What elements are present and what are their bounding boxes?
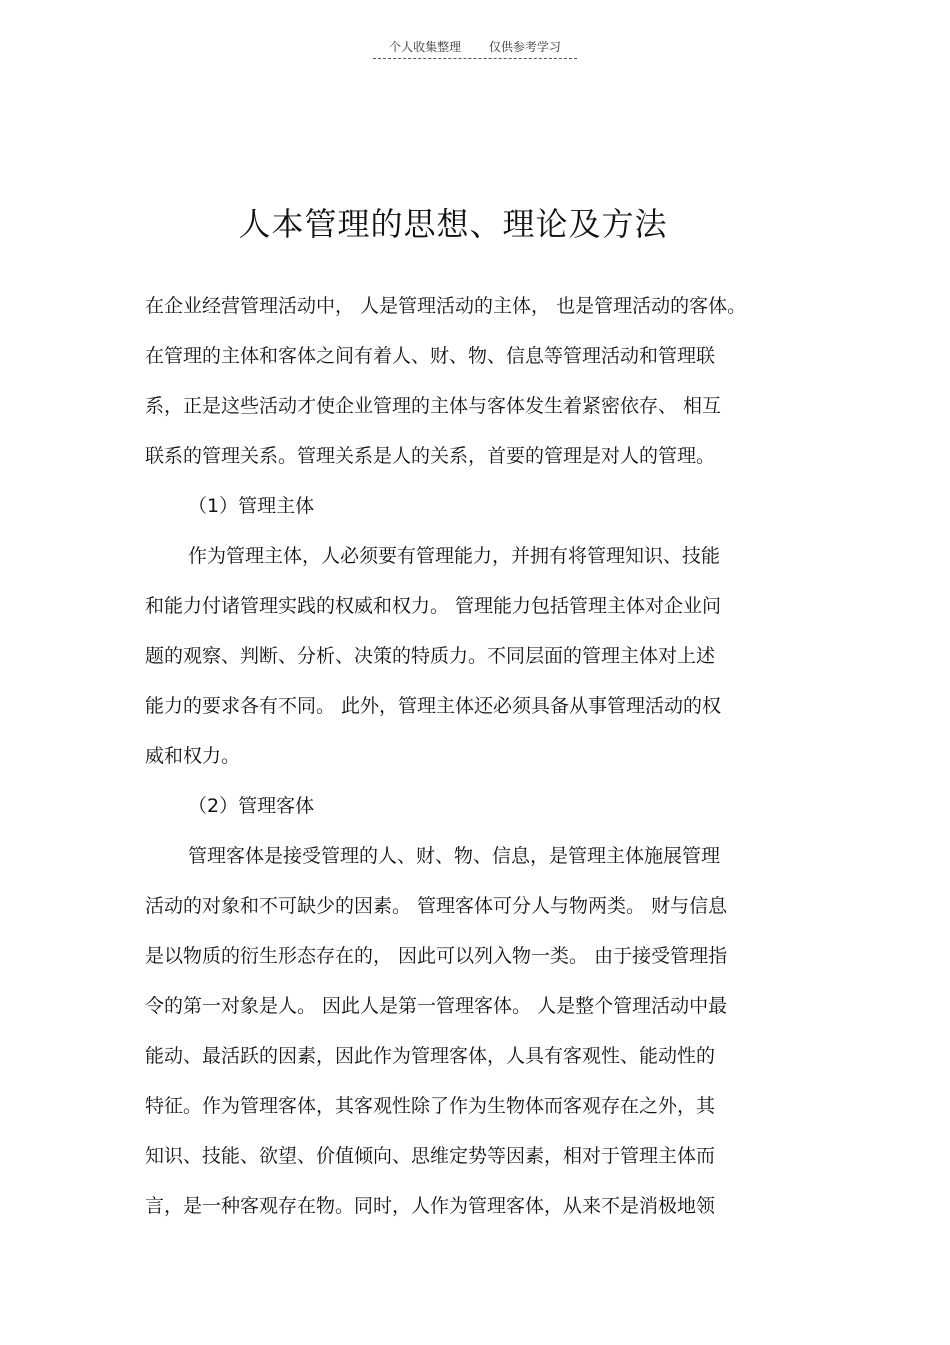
- body-line: 管理客体是接受管理的人、财、物、信息，是管理主体施展管理: [188, 845, 721, 867]
- body-line: 能动、最活跃的因素，因此作为管理客体，人具有客观性、能动性的: [145, 1045, 716, 1067]
- body-line: 特征。作为管理客体，其客观性除了作为生物体而客观存在之外，其: [145, 1095, 716, 1117]
- body-line: 联系的管理关系。管理关系是人的关系，首要的管理是对人的管理。: [145, 445, 716, 467]
- body-line: 言，是一种客观存在物。同时，人作为管理客体，从来不是消极地领: [145, 1195, 716, 1217]
- body-line: 威和权力。: [145, 745, 241, 767]
- body-line: 是以物质的衍生形态存在的， 因此可以列入物一类。 由于接受管理指: [145, 945, 728, 967]
- body-line: 和能力付诸管理实践的权威和权力。 管理能力包括管理主体对企业问: [145, 595, 722, 617]
- body-line: 题的观察、判断、分析、决策的特质力。不同层面的管理主体对上述: [145, 645, 716, 667]
- document-title: 人本管理的思想、理论及方法: [238, 205, 668, 243]
- section-heading: （2）管理客体: [188, 795, 315, 817]
- section-heading: （1）管理主体: [188, 495, 315, 517]
- body-line: 在企业经营管理活动中， 人是管理活动的主体， 也是管理活动的客体。: [145, 295, 747, 317]
- body-line: 作为管理主体，人必须要有管理能力，并拥有将管理知识、技能: [188, 545, 721, 567]
- body-line: 能力的要求各有不同。 此外，管理主体还必须具备从事管理活动的权: [145, 695, 722, 717]
- header-banner: [373, 38, 577, 59]
- header-left-text: 个人收集整理: [389, 40, 462, 54]
- body-line: 在管理的主体和客体之间有着人、财、物、信息等管理活动和管理联: [145, 345, 716, 367]
- body-line: 系，正是这些活动才使企业管理的主体与客体发生着紧密依存、 相互: [145, 395, 722, 417]
- body-line: 知识、技能、欲望、价值倾向、思维定势等因素，相对于管理主体而: [145, 1145, 716, 1167]
- page-header: [0, 38, 950, 59]
- header-right-text: 仅供参考学习: [488, 40, 561, 54]
- body-line: 令的第一对象是人。 因此人是第一管理客体。 人是整个管理活动中最: [145, 995, 728, 1017]
- body-line: 活动的对象和不可缺少的因素。 管理客体可分人与物两类。 财与信息: [145, 895, 728, 917]
